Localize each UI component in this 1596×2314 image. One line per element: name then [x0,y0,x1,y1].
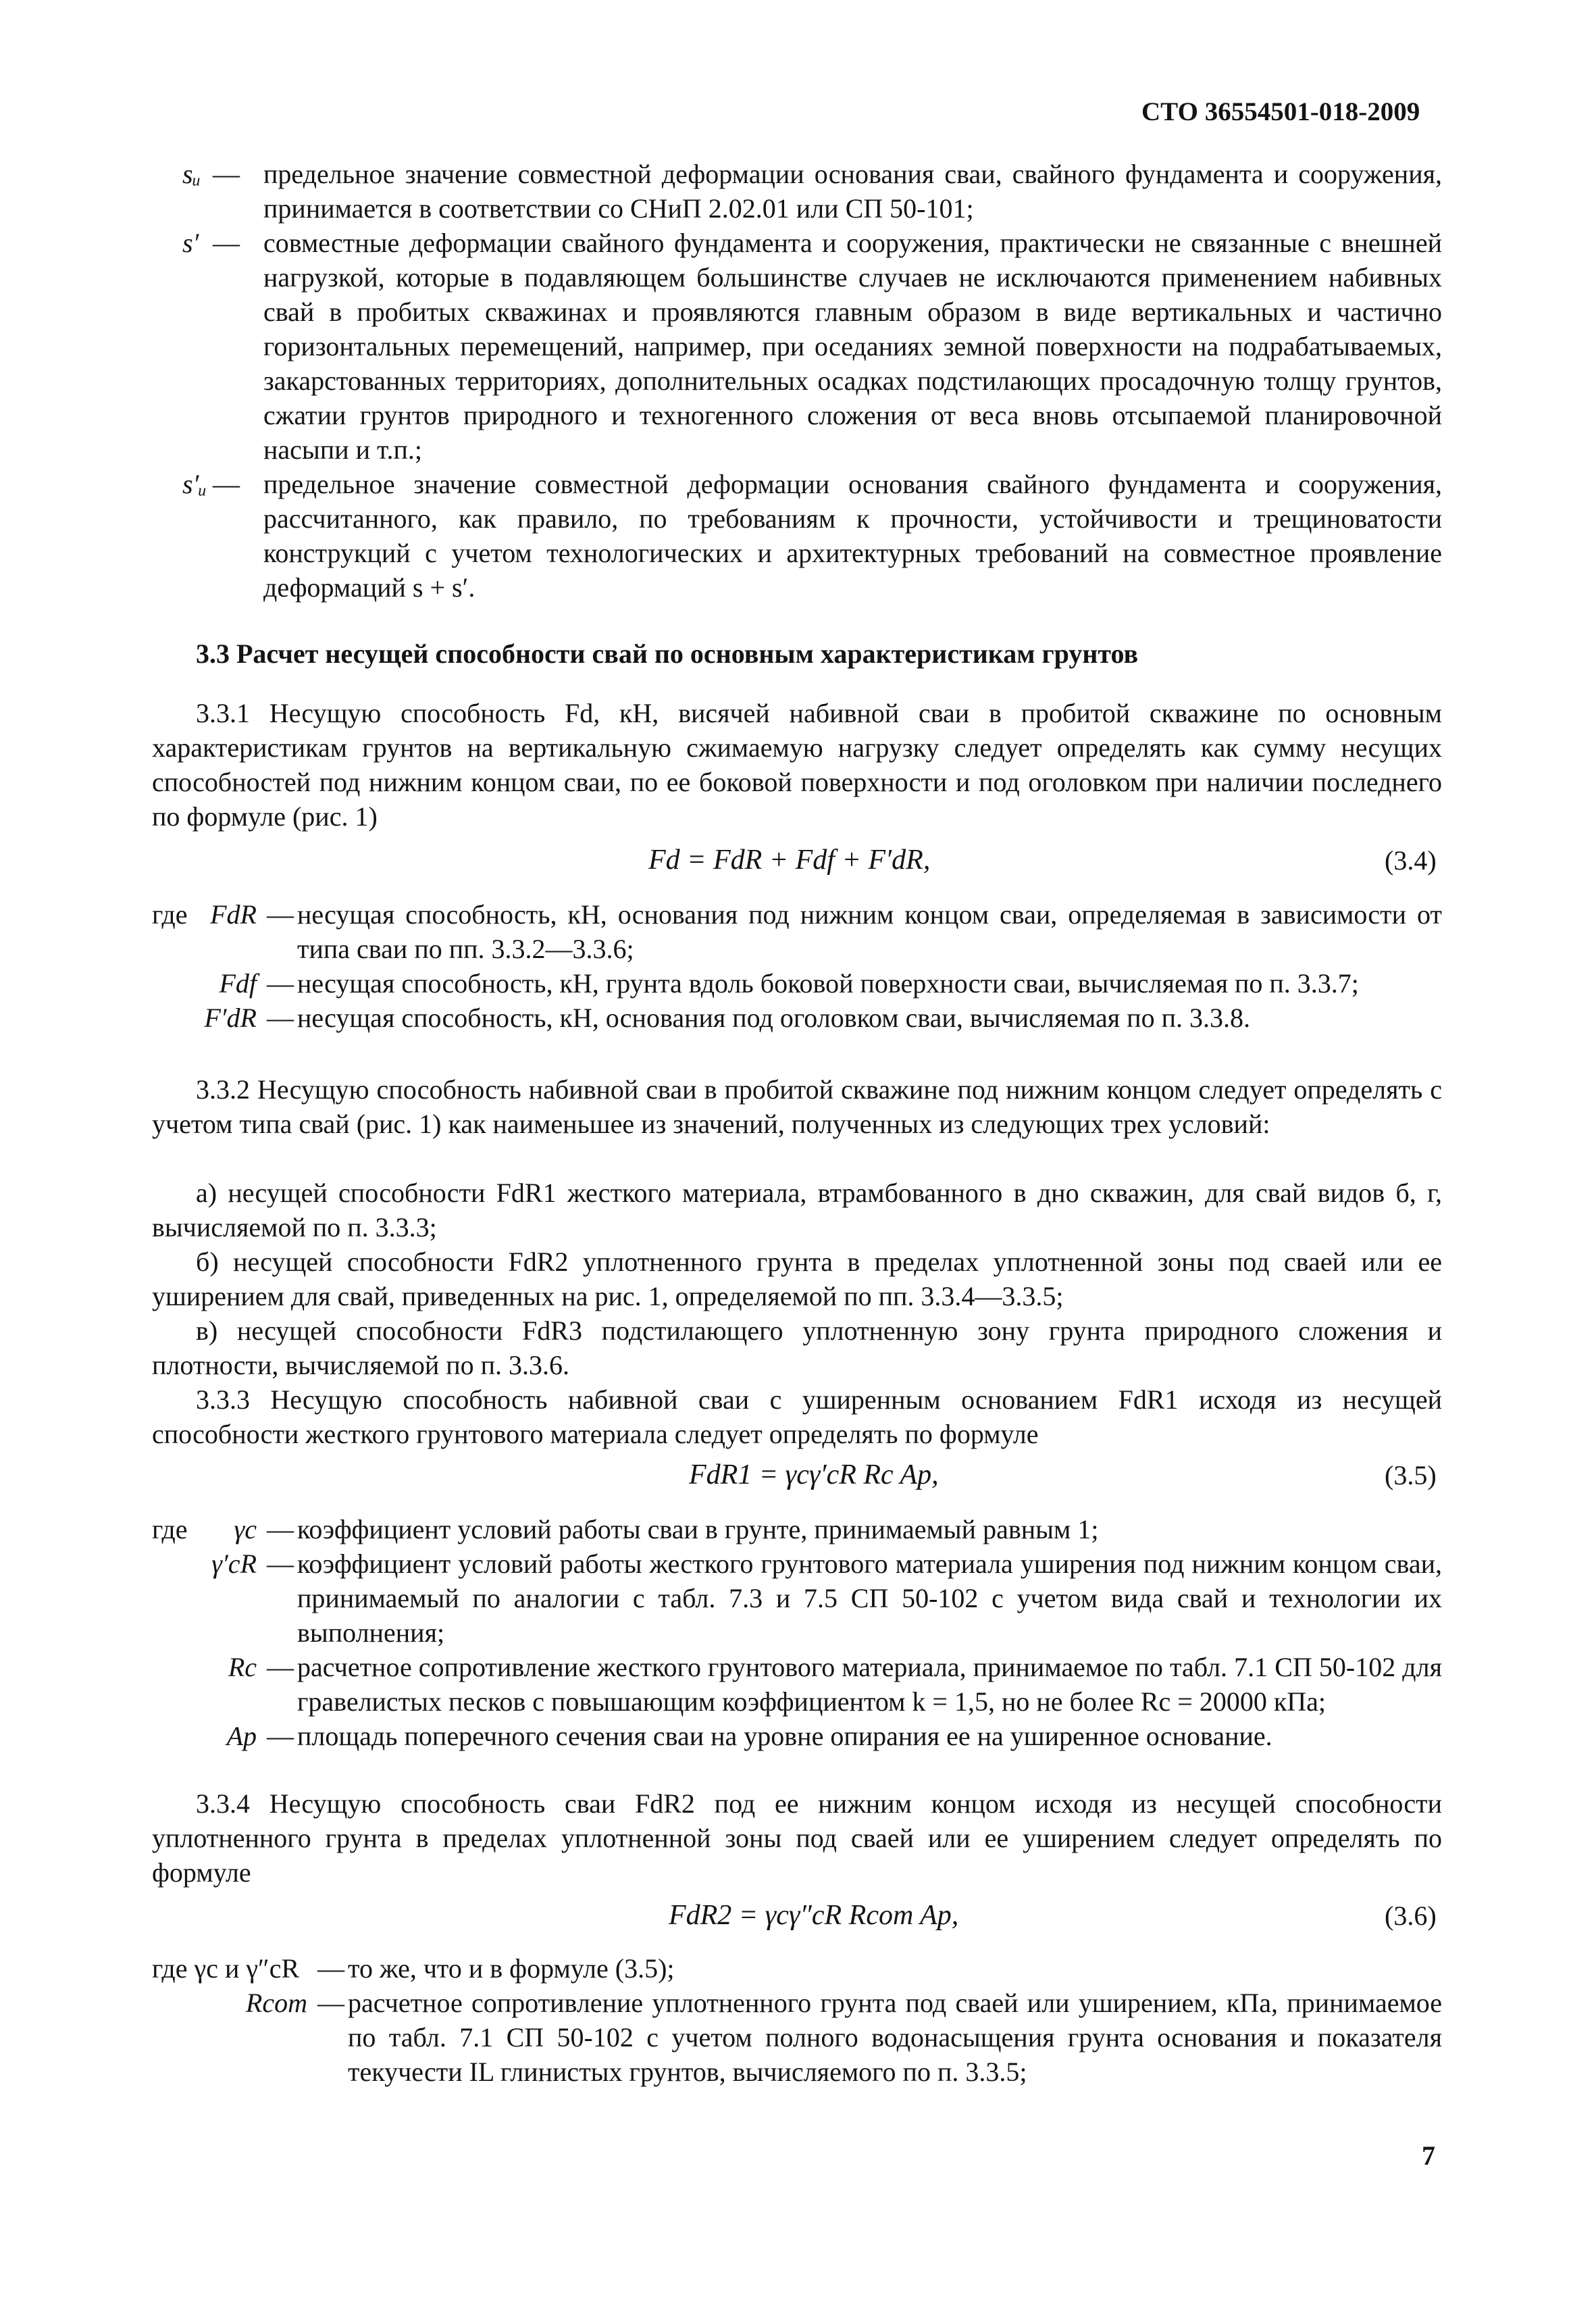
paragraph-3-3-2-b [152,1244,1442,1313]
where-dash: — [317,1953,344,1984]
where-lead: где γc и γ″cR [152,1953,300,1984]
definition-item [162,467,1442,605]
page-number: 7 [1422,2140,1435,2171]
paragraph-text: 3.3.4 Несущую способность сваи FdR2 под ее нижним концом исходя из несущей способности уплотненного грунта в пределах уплотненной зоны под сваей или ее уширением следует определять по формуле [152,1788,1442,1888]
paragraph-text: 3.3.3 Несущую способность набивной сваи с уширенным основанием FdR1 исходя из несущей способности жесткого грунтового материала следует определять по формуле [152,1384,1442,1449]
formula-3-5: FdR1 = γcγ′cR Rc Ap, [689,1459,939,1490]
equation-number-3-5: (3.5) [1385,1460,1437,1490]
where-item [152,1001,1442,1035]
paragraph-3-3-4 [152,1786,1442,1890]
where-item [152,1512,1442,1546]
where-lead: где [152,899,188,930]
where-symbol: γ′cR [211,1549,257,1579]
definition-dash: — [213,159,240,189]
document-code: СТО 36554501-018-2009 [1141,97,1420,126]
definition-text: предельное значение совместной деформации основания свайного фундамента и сооружения, рассчитанного, как правило, по требованиям к прочности, устойчивости и трещиноватости конструкций с учетом технологических и архитектурных требований на совместное проявление деформаций s + s′. [263,469,1442,603]
where-item [152,1650,1442,1719]
where-dash: — [267,1514,294,1544]
definition-list [162,157,1442,605]
where-text: коэффициент условий работы жесткого грунтового материала уширения под нижним концом сваи, принимаемый по аналогии с табл. 7.3 и 7.5 СП 50-102 с учетом вида свай и технологии их выполнения; [297,1549,1442,1648]
where-symbol: FdR [210,899,257,930]
definition-item [162,226,1442,467]
definition-symbol: s′ᵤ [182,469,207,499]
paragraph-text: а) несущей способности FdR1 жесткого материала, втрамбованного в дно скважин, для свай видов б, г, вычисляемой по п. 3.3.3; [152,1178,1442,1242]
paragraph-text: 3.3.2 Несущую способность набивной сваи в пробитой скважине под нижним концом следует определять с учетом типа свай (рис. 1) как наименьшее из значений, полученных из следующих трех условий: [152,1074,1442,1139]
where-dash: — [267,1652,294,1682]
where-text: несущая способность, кН, основания под нижним концом сваи, определяемая в зависимости от типа сваи по пп. 3.3.2—3.3.6; [297,899,1442,964]
equation-number-3-6: (3.6) [1385,1901,1437,1931]
definition-symbol: sᵤ [182,159,201,189]
where-text: коэффициент условий работы сваи в грунте, принимаемый равным 1; [297,1514,1099,1544]
where-text: то же, что и в формуле (3.5); [348,1953,675,1984]
where-dash: — [317,1988,344,2018]
where-dash: — [267,1549,294,1579]
paragraph-3-3-2-a [152,1176,1442,1244]
where-item [152,897,1442,966]
where-list-3-6 [152,1951,1442,2089]
definition-symbol: s′ [182,228,199,258]
paragraph-text: 3.3.1 Несущую способность Fd, кН, висячей набивной сваи в пробитой скважине по основным характеристикам грунтов на вертикальную сжимаемую нагрузку следует определять как сумму несущих способностей под нижним концом сваи, по ее боковой поверхности и под оголовком при наличии последнего по формуле (рис. 1) [152,698,1442,832]
where-item [152,1546,1442,1650]
where-symbol: F′dR [204,1003,257,1033]
where-symbol: Rc [228,1652,257,1682]
paragraph-3-3-2-c [152,1313,1442,1382]
where-list-3-4 [152,897,1442,1035]
where-text: площадь поперечного сечения сваи на уровне опирания ее на уширенное основание. [297,1721,1272,1751]
where-dash: — [267,1003,294,1033]
where-item [152,966,1442,1001]
paragraph-3-3-2 [152,1072,1442,1141]
formula-3-4: Fd = FdR + Fdf + F′dR, [648,845,931,876]
where-symbol: γc [234,1514,257,1544]
section-heading: 3.3 Расчет несущей способности свай по основным характеристикам грунтов [196,638,1139,669]
where-item [152,1951,1442,1986]
where-text: расчетное сопротивление уплотненного грунта под сваей или уширением, кПа, принимаемое по табл. 7.1 СП 50-102 с учетом полного водонасыщения грунта основания и показателя текучести IL глинистых грунтов, вычисляемого по п. 3.3.5; [348,1988,1442,2087]
paragraph-text: в) несущей способности FdR3 подстилающего уплотненную зону грунта природного сложения и плотности, вычисляемой по п. 3.3.6. [152,1315,1442,1380]
definition-dash: — [213,469,240,499]
definition-item [162,157,1442,226]
where-text: несущая способность, кН, грунта вдоль боковой поверхности сваи, вычисляемая по п. 3.3.7; [297,968,1359,999]
where-dash: — [267,899,294,930]
where-symbol: Rcom [245,1988,307,2018]
paragraph-3-3-1 [152,696,1442,834]
paragraph-3-3-3 [152,1382,1442,1451]
where-symbol: Ap [226,1721,257,1751]
formula-3-6: FdR2 = γcγ″cR Rcom Ap, [669,1900,959,1931]
definition-text: совместные деформации свайного фундамента и сооружения, практически не связанные с внешней нагрузкой, которые в подавляющем большинстве случаев не исключаются применением набивных свай в пробитых скважинах и проявляются главным образом в виде вертикальных и частично горизонтальных перемещений, например, при оседаниях земной поверхности на подрабатываемых, закарстованных территориях, дополнительных осадках подстилающих просадочную толщу грунтов, сжатии грунтов природного и техногенного сложения от веса вновь отсыпаемой планировочной насыпи и т.п.; [263,228,1442,465]
where-dash: — [267,1721,294,1751]
paragraph-text: б) несущей способности FdR2 уплотненного грунта в пределах уплотненной зоны под сваей или ее уширением для свай, приведенных на рис. 1, определяемой по пп. 3.3.4—3.3.5; [152,1247,1442,1311]
where-item [152,1986,1442,2089]
definition-text: предельное значение совместной деформации основания сваи, свайного фундамента и сооружения, принимается в соответствии со СНиП 2.02.01 или СП 50-101; [263,159,1442,224]
where-list-3-5 [152,1512,1442,1753]
where-text: несущая способность, кН, основания под оголовком сваи, вычисляемая по п. 3.3.8. [297,1003,1250,1033]
where-symbol: Fdf [219,968,257,999]
where-dash: — [267,968,294,999]
definition-dash: — [213,228,240,258]
where-item [152,1719,1442,1753]
equation-number-3-4: (3.4) [1385,845,1437,876]
where-lead: где [152,1514,188,1544]
where-text: расчетное сопротивление жесткого грунтового материала, принимаемое по табл. 7.1 СП 50-102 для гравелистых песков с повышающим коэффициентом k = 1,5, но не более Rc = 20000 кПа; [297,1652,1442,1717]
